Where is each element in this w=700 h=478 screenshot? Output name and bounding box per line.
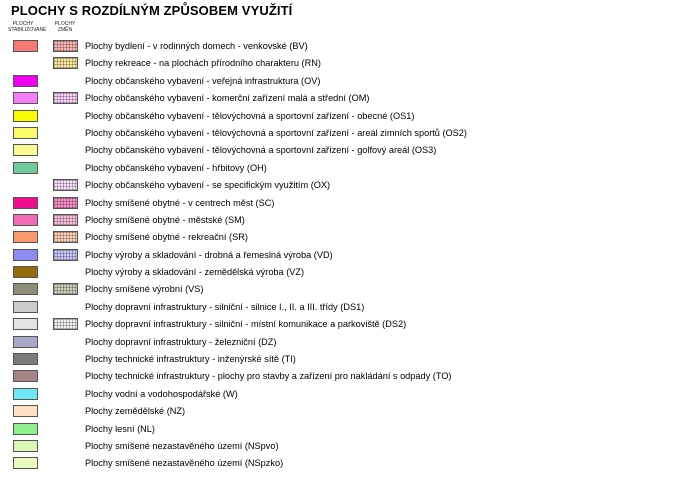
stabilized-swatch xyxy=(13,423,38,435)
legend-label: Plochy technické infrastruktury - plochy pro stavby a zařízení pro nakládání s odpady (TO) xyxy=(85,371,452,382)
legend-row xyxy=(0,108,700,125)
legend-row xyxy=(0,38,700,55)
legend-label: Plochy výroby a skladování - zemědělská výroba (VZ) xyxy=(85,267,305,278)
stabilized-swatch xyxy=(13,75,38,87)
legend-row xyxy=(0,125,700,142)
change-swatch xyxy=(53,179,78,191)
legend-label: Plochy bydlení - v rodinných domech - venkovské (BV) xyxy=(85,41,308,51)
stabilized-swatch xyxy=(13,353,38,365)
change-swatch xyxy=(53,318,78,330)
legend-row xyxy=(0,368,700,385)
change-swatch xyxy=(53,283,78,295)
stabilized-swatch xyxy=(13,92,38,104)
stabilized-swatch xyxy=(13,336,38,348)
legend-row xyxy=(0,334,700,351)
legend-label: Plochy lesní (NL) xyxy=(85,423,155,434)
legend-row xyxy=(0,142,700,159)
legend-row xyxy=(0,90,700,107)
stabilized-swatch xyxy=(13,318,38,330)
legend-label: Plochy dopravní infrastruktury - silniční - místní komunikace a parkoviště (DS2) xyxy=(85,319,407,330)
stabilized-swatch xyxy=(13,283,38,295)
change-swatch xyxy=(53,249,78,261)
stabilized-swatch xyxy=(13,110,38,122)
legend-row xyxy=(0,160,700,177)
legend-label: Plochy občanského vybavení - komerční zařízení malá a střední (OM) xyxy=(85,93,370,104)
legend-row xyxy=(0,229,700,246)
stabilized-swatch xyxy=(13,457,38,469)
stabilized-swatch xyxy=(13,249,38,261)
change-swatch xyxy=(53,40,78,52)
change-swatch xyxy=(53,231,78,243)
legend-row xyxy=(0,299,700,316)
legend-row xyxy=(0,247,700,264)
legend-label: Plochy občanského vybavení - tělovýchovná a sportovní zařízení - golfový areál (OS3) xyxy=(85,145,437,156)
legend-label: Plochy občanského vybavení - se specifickým využitím (OX) xyxy=(85,180,331,191)
stabilized-swatch xyxy=(13,144,38,156)
legend-label: Plochy rekreace - na plochách přírodního charakteru (RN) xyxy=(85,58,321,69)
legend-row xyxy=(0,212,700,229)
stabilized-swatch xyxy=(13,231,38,243)
stabilized-swatch xyxy=(13,405,38,417)
stabilized-swatch xyxy=(13,388,38,400)
stabilized-column-header: PLOCHY STABILIZOVANÉ xyxy=(8,21,47,33)
legend-row xyxy=(0,351,700,368)
legend-row xyxy=(0,403,700,420)
change-swatch xyxy=(53,197,78,209)
legend-label: Plochy dopravní infrastruktury - železniční (DZ) xyxy=(85,336,277,347)
legend-label: Plochy vodní a vodohospodářské (W) xyxy=(85,388,238,399)
legend-row xyxy=(0,281,700,298)
legend-label: Plochy technické infrastruktury - inženýrské sítě (TI) xyxy=(85,354,296,365)
legend-row xyxy=(0,438,700,455)
legend-title: PLOCHY S ROZDÍLNÝM ZPŮSOBEM VYUŽITÍ xyxy=(11,3,293,18)
legend-label: Plochy smíšené obytné - v centrech měst (SC) xyxy=(85,197,275,208)
legend-label: Plochy občanského vybavení - tělovýchovná a sportovní zařízení - obecné (OS1) xyxy=(85,110,415,121)
change-column-header: PLOCHY ZMĚN xyxy=(54,21,76,33)
stabilized-swatch xyxy=(13,370,38,382)
legend-row xyxy=(0,316,700,333)
change-swatch xyxy=(53,92,78,104)
change-swatch xyxy=(53,214,78,226)
legend-row xyxy=(0,55,700,72)
legend-row xyxy=(0,421,700,438)
legend-row xyxy=(0,264,700,281)
stabilized-swatch xyxy=(13,301,38,313)
legend-label: Plochy výroby a skladování - drobná a řemeslná výroba (VD) xyxy=(85,249,333,260)
stabilized-swatch xyxy=(13,197,38,209)
legend-label: Plochy zemědělské (NZ) xyxy=(85,406,186,417)
legend-row xyxy=(0,455,700,472)
change-swatch xyxy=(53,57,78,69)
stabilized-swatch xyxy=(13,162,38,174)
legend-label: Plochy smíšené výrobní (VS) xyxy=(85,284,204,295)
legend-label: Plochy občanského vybavení - hřbitovy (OH) xyxy=(85,162,267,173)
legend-label: Plochy občanského vybavení - tělovýchovná a sportovní zařízení - areál zimních sportů (OS2) xyxy=(85,127,467,138)
legend-row xyxy=(0,73,700,90)
stabilized-swatch xyxy=(13,440,38,452)
stabilized-swatch xyxy=(13,127,38,139)
legend-row xyxy=(0,386,700,403)
legend-label: Plochy smíšené obytné - rekreační (SR) xyxy=(85,232,248,243)
legend-label: Plochy občanského vybavení - veřejná infrastruktura (OV) xyxy=(85,75,321,86)
legend-label: Plochy smíšené obytné - městské (SM) xyxy=(85,214,245,225)
legend-list xyxy=(0,38,700,473)
legend-label: Plochy smíšené nezastavěného území (NSpvo) xyxy=(85,440,279,451)
stabilized-swatch xyxy=(13,266,38,278)
legend-row xyxy=(0,177,700,194)
legend-label: Plochy smíšené nezastavěného území (NSpzko) xyxy=(85,458,284,469)
legend-label: Plochy dopravní infrastruktury - silniční - silnice I., II. a III. třídy (DS1) xyxy=(85,301,365,312)
legend-row xyxy=(0,195,700,212)
stabilized-swatch xyxy=(13,214,38,226)
stabilized-swatch xyxy=(13,40,38,52)
